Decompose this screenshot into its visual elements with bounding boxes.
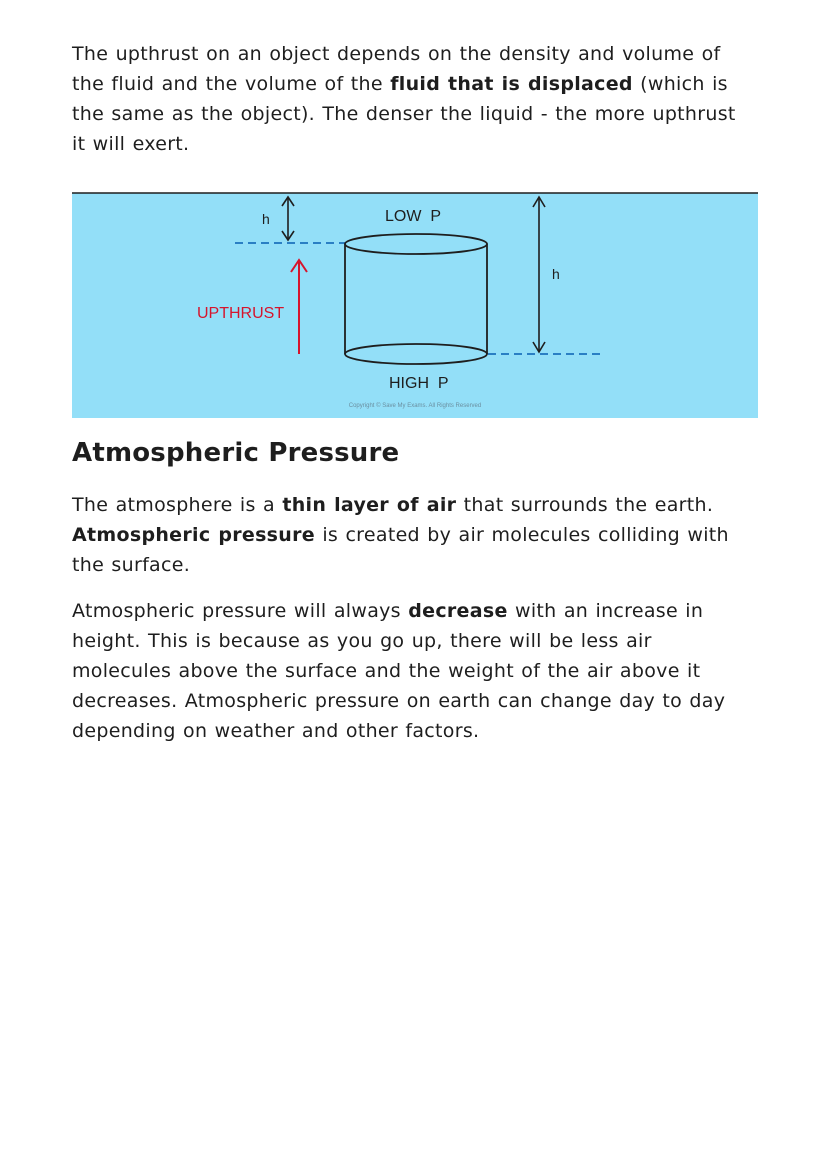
p2-text-2: that surrounds the earth. — [456, 494, 714, 516]
p2-bold-thin-layer: thin layer of air — [282, 494, 457, 516]
label-high-pressure: HIGH P — [389, 375, 449, 392]
p2-text-1: The atmosphere is a — [72, 494, 283, 516]
upthrust-diagram — [72, 192, 758, 418]
p2-text-3: is created by air molecules colliding with the surface. — [72, 524, 729, 576]
copyright-text: Copyright © Save My Exams. All Rights Reserved — [348, 403, 482, 409]
p3-text-1: Atmospheric pressure will always — [72, 600, 409, 622]
cylinder-top — [345, 234, 487, 254]
label-h-right: h — [552, 266, 560, 282]
intro-paragraph — [72, 39, 756, 159]
label-low-pressure: LOW P — [385, 208, 442, 225]
intro-text-2: (which is the same as the object). The denser the liquid - the more upthrust it will exert. — [72, 73, 736, 155]
section-heading: Atmospheric Pressure — [72, 438, 400, 468]
intro-text-1: The upthrust on an object depends on the density and volume of the fluid and the volume of the — [72, 43, 721, 95]
intro-bold-fluid-displaced: fluid that is displaced — [390, 73, 633, 95]
p3-text-2: with an increase in height. This is because as you go up, there will be less air molecules above the surface and the weight of the air above it decreases. Atmospheric pressure on earth can change day to day depending on weather and other factors. — [72, 600, 726, 742]
label-h-left: h — [262, 211, 270, 227]
p3-bold-decrease: decrease — [408, 600, 508, 622]
pressure-height-paragraph — [72, 596, 756, 746]
upthrust-diagram-svg — [72, 192, 758, 418]
atmosphere-paragraph — [72, 490, 756, 580]
label-upthrust: UPTHRUST — [197, 305, 285, 322]
p2-bold-atm-pressure: Atmospheric pressure — [72, 524, 315, 546]
